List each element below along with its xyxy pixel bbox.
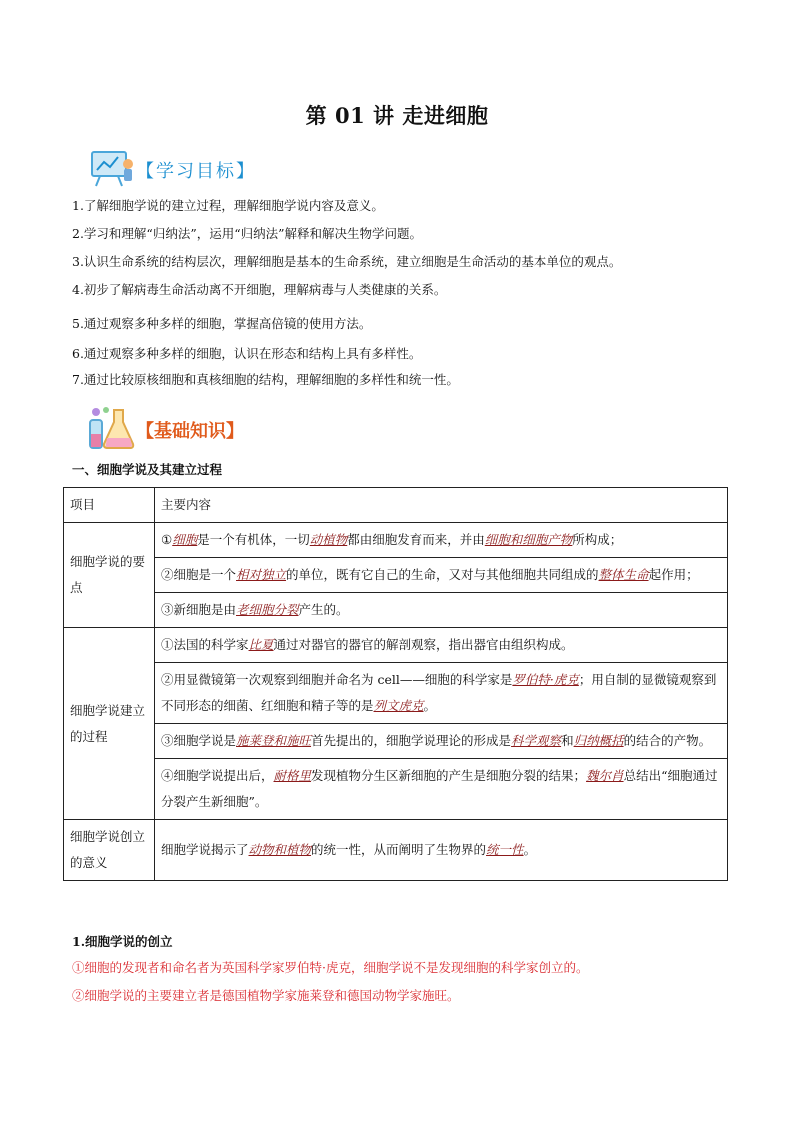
content-cell: ④细胞学说提出后，耐格里发现植物分生区新细胞的产生是细胞分裂的结果；魏尔肖总结出“细胞通过分裂产生新细胞”。 (155, 759, 728, 820)
content-cell: ②细胞是一个相对独立的单位，既有它自己的生命，又对与其他细胞共同组成的整体生命起作用； (155, 558, 728, 593)
table-row (64, 663, 728, 724)
learning-goals-label: 【学习目标】 (136, 161, 256, 182)
table-header-row (64, 488, 728, 523)
goal-item: 5.通过观察多种多样的细胞，掌握高倍镜的使用方法。 (72, 316, 372, 331)
section-1-title: 一、细胞学说及其建立过程 (72, 462, 223, 477)
note-item: ①细胞的发现者和命名者为英国科学家罗伯特·虎克，细胞学说不是发现细胞的科学家创立的。 (72, 960, 589, 975)
content-cell: 细胞学说揭示了动物和植物的统一性，从而阐明了生物界的统一性。 (155, 820, 728, 881)
learning-goals-header (88, 148, 256, 192)
content-cell: ①法国的科学家比夏通过对器官的器官的解剖观察，指出器官由组织构成。 (155, 628, 728, 663)
notes-heading: 1.细胞学说的创立 (72, 934, 173, 949)
goal-item: 2.学习和理解“归纳法”，运用“归纳法”解释和解决生物学问题。 (72, 226, 422, 241)
table-row (64, 523, 728, 558)
cell-theory-table (63, 487, 728, 881)
content-cell: ③细胞学说是施莱登和施旺首先提出的，细胞学说理论的形成是科学观察和归纳概括的结合的产物。 (155, 724, 728, 759)
content-cell: ③新细胞是由老细胞分裂产生的。 (155, 593, 728, 628)
row-label-key-points: 细胞学说的要点 (64, 523, 155, 628)
table-row (64, 759, 728, 820)
header-cell-item: 项目 (64, 488, 155, 523)
table-row (64, 820, 728, 881)
lab-flask-icon (84, 404, 136, 456)
table-row (64, 593, 728, 628)
presentation-board-icon (88, 148, 136, 192)
goal-item: 1.了解细胞学说的建立过程，理解细胞学说内容及意义。 (72, 198, 384, 213)
row-label-history: 细胞学说建立的过程 (64, 628, 155, 820)
page-title: 第 01 讲 走进细胞 (305, 103, 489, 128)
goal-item: 3.认识生命系统的结构层次，理解细胞是基本的生命系统，建立细胞是生命活动的基本单位的观点。 (72, 254, 622, 269)
goal-item: 4.初步了解病毒生命活动离不开细胞，理解病毒与人类健康的关系。 (72, 282, 447, 297)
basic-knowledge-label: 【基础知识】 (136, 421, 244, 442)
basic-knowledge-header (84, 404, 244, 456)
table-row (64, 724, 728, 759)
goal-item: 6.通过观察多种多样的细胞，认识在形态和结构上具有多样性。 (72, 346, 422, 361)
table-row (64, 628, 728, 663)
goal-item: 7.通过比较原核细胞和真核细胞的结构，理解细胞的多样性和统一性。 (72, 372, 459, 387)
content-cell: ②用显微镜第一次观察到细胞并命名为 cell——细胞的科学家是罗伯特·虎克；用自制的显微镜观察到不同形态的细菌、红细胞和精子等的是列文虎克。 (155, 663, 728, 724)
note-item: ②细胞学说的主要建立者是德国植物学家施莱登和德国动物学家施旺。 (72, 988, 460, 1003)
header-cell-content: 主要内容 (155, 488, 728, 523)
content-cell: ①细胞是一个有机体，一切动植物都由细胞发育而来，并由细胞和细胞产物所构成； (155, 523, 728, 558)
row-label-significance: 细胞学说创立的意义 (64, 820, 155, 881)
table-row (64, 558, 728, 593)
